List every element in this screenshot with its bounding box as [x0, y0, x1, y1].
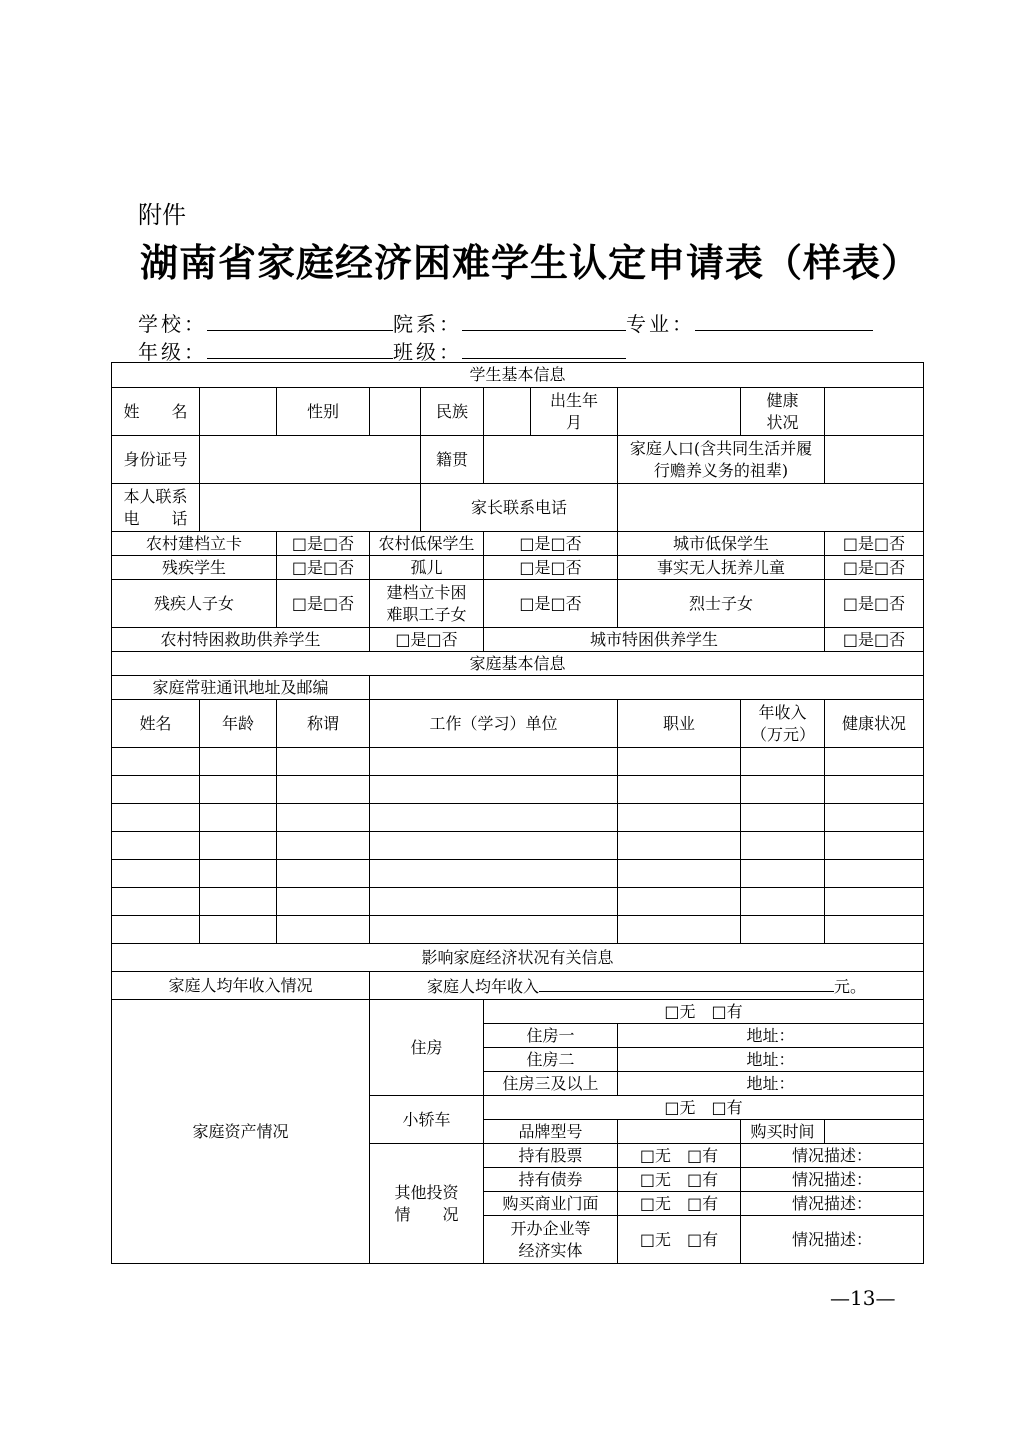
application-form-table — [111, 362, 924, 1264]
member-workplace-cell[interactable] — [370, 888, 618, 916]
health-label: 健康状况 — [741, 388, 825, 436]
house-3-address[interactable]: 地址： — [618, 1072, 924, 1096]
orphan-checkbox[interactable]: □是□否 — [484, 556, 618, 580]
house-2-label: 住房二 — [484, 1048, 618, 1072]
member-health-cell[interactable] — [825, 888, 924, 916]
id-number-label: 身份证号 — [112, 436, 200, 484]
other-investment-label: 其他投资情 况 — [370, 1144, 484, 1264]
orphan-label: 孤儿 — [370, 556, 484, 580]
major-field[interactable] — [695, 312, 873, 331]
school-field[interactable] — [207, 312, 393, 331]
birth-value[interactable] — [618, 388, 741, 436]
member-workplace-cell[interactable] — [370, 776, 618, 804]
household-size-value[interactable] — [825, 436, 924, 484]
parent-phone-label: 家长联系电话 — [421, 484, 618, 532]
member-occupation-cell[interactable] — [618, 748, 741, 776]
member-health-cell[interactable] — [825, 804, 924, 832]
housing-none-have[interactable]: □无 □有 — [484, 1000, 924, 1024]
member-occupation-cell[interactable] — [618, 804, 741, 832]
member-relation-cell[interactable] — [277, 888, 370, 916]
income-row — [370, 972, 924, 1000]
name-value[interactable] — [200, 388, 277, 436]
income-field[interactable] — [539, 974, 834, 992]
shop-label: 购买商业门面 — [484, 1192, 618, 1216]
ethnicity-label: 民族 — [421, 388, 484, 436]
member-name-cell[interactable] — [112, 748, 200, 776]
car-brand-label: 品牌型号 — [484, 1120, 618, 1144]
card-worker-child-checkbox[interactable]: □是□否 — [484, 580, 618, 628]
member-income-cell[interactable] — [741, 860, 825, 888]
health-value[interactable] — [825, 388, 924, 436]
family-member-row — [112, 832, 924, 860]
class-label: 班级： — [393, 340, 462, 364]
rural-card-label: 农村建档立卡 — [112, 532, 277, 556]
grade-field[interactable] — [207, 340, 393, 359]
attachment-label: 附件 — [138, 201, 186, 229]
contact-phone-label: 本人联系电 话 — [112, 484, 200, 532]
member-workplace-header: 工作（学习）单位 — [370, 700, 618, 748]
disabled-parent-label: 残疾人子女 — [112, 580, 277, 628]
enterprise-none-have[interactable]: □无 □有 — [618, 1216, 741, 1264]
purchase-time-value[interactable] — [825, 1120, 924, 1144]
birth-label: 出生年月 — [531, 388, 618, 436]
member-workplace-cell[interactable] — [370, 804, 618, 832]
rural-card-checkbox[interactable]: □是□否 — [277, 532, 370, 556]
member-age-cell[interactable] — [200, 888, 277, 916]
bonds-description[interactable]: 情况描述： — [741, 1168, 924, 1192]
unsupported-child-checkbox[interactable]: □是□否 — [825, 556, 924, 580]
member-workplace-cell[interactable] — [370, 916, 618, 944]
purchase-time-label: 购买时间 — [741, 1120, 825, 1144]
member-workplace-cell[interactable] — [370, 832, 618, 860]
assets-label: 家庭资产情况 — [112, 1000, 370, 1264]
income-suffix: 元。 — [834, 976, 867, 996]
income-label: 家庭人均年收入情况 — [112, 972, 370, 1000]
shop-description[interactable]: 情况描述： — [741, 1192, 924, 1216]
member-income-cell[interactable] — [741, 916, 825, 944]
member-age-cell[interactable] — [200, 832, 277, 860]
urban-low-checkbox[interactable]: □是□否 — [825, 532, 924, 556]
school-label: 学校： — [138, 312, 207, 336]
urban-low-label: 城市低保学生 — [618, 532, 825, 556]
house-2-address[interactable]: 地址： — [618, 1048, 924, 1072]
member-name-cell[interactable] — [112, 832, 200, 860]
major-label: 专业： — [626, 312, 695, 336]
house-1-label: 住房一 — [484, 1024, 618, 1048]
family-member-row — [112, 804, 924, 832]
house-3-label: 住房三及以上 — [484, 1072, 618, 1096]
member-age-header: 年龄 — [200, 700, 277, 748]
member-age-cell[interactable] — [200, 748, 277, 776]
member-age-cell[interactable] — [200, 804, 277, 832]
id-number-value[interactable] — [200, 436, 421, 484]
member-name-cell[interactable] — [112, 916, 200, 944]
gender-label: 性别 — [277, 388, 370, 436]
family-address-label: 家庭常驻通讯地址及邮编 — [112, 676, 370, 700]
member-health-cell[interactable] — [825, 916, 924, 944]
member-relation-cell[interactable] — [277, 804, 370, 832]
class-field[interactable] — [462, 340, 626, 359]
native-place-label: 籍贯 — [421, 436, 484, 484]
grade-info-row — [138, 336, 626, 365]
member-relation-cell[interactable] — [277, 916, 370, 944]
member-name-cell[interactable] — [112, 860, 200, 888]
family-member-row — [112, 888, 924, 916]
contact-phone-value[interactable] — [200, 484, 421, 532]
member-workplace-cell[interactable] — [370, 860, 618, 888]
section-family-basic: 家庭基本信息 — [112, 652, 924, 676]
bonds-label: 持有债券 — [484, 1168, 618, 1192]
bonds-none-have[interactable]: □无 □有 — [618, 1168, 741, 1192]
grade-label: 年级： — [138, 340, 207, 364]
rural-low-checkbox[interactable]: □是□否 — [484, 532, 618, 556]
parent-phone-value[interactable] — [618, 484, 924, 532]
disabled-student-label: 残疾学生 — [112, 556, 277, 580]
urban-special-support-label: 城市特困供养学生 — [484, 628, 825, 652]
martyr-child-label: 烈士子女 — [618, 580, 825, 628]
stocks-label: 持有股票 — [484, 1144, 618, 1168]
car-brand-value[interactable] — [618, 1120, 741, 1144]
stocks-none-have[interactable]: □无 □有 — [618, 1144, 741, 1168]
income-prefix: 家庭人均年收入 — [426, 976, 539, 996]
member-occupation-cell[interactable] — [618, 776, 741, 804]
urban-special-support-checkbox[interactable]: □是□否 — [825, 628, 924, 652]
member-occupation-cell[interactable] — [618, 916, 741, 944]
dept-label: 院系： — [393, 312, 462, 336]
member-relation-cell[interactable] — [277, 748, 370, 776]
house-1-address[interactable]: 地址： — [618, 1024, 924, 1048]
rural-special-support-label: 农村特困救助供养学生 — [112, 628, 370, 652]
member-name-cell[interactable] — [112, 888, 200, 916]
rural-special-support-checkbox[interactable]: □是□否 — [370, 628, 484, 652]
family-member-row — [112, 916, 924, 944]
member-age-cell[interactable] — [200, 776, 277, 804]
family-member-row — [112, 748, 924, 776]
housing-label: 住房 — [370, 1000, 484, 1096]
disabled-student-checkbox[interactable]: □是□否 — [277, 556, 370, 580]
member-income-cell[interactable] — [741, 804, 825, 832]
enterprise-description[interactable]: 情况描述： — [741, 1216, 924, 1264]
member-income-cell[interactable] — [741, 748, 825, 776]
member-occupation-cell[interactable] — [618, 888, 741, 916]
family-member-rows — [112, 748, 924, 944]
member-relation-header: 称谓 — [277, 700, 370, 748]
member-name-header: 姓名 — [112, 700, 200, 748]
school-info-row — [138, 308, 873, 337]
member-income-cell[interactable] — [741, 888, 825, 916]
rural-low-label: 农村低保学生 — [370, 532, 484, 556]
member-occupation-header: 职业 — [618, 700, 741, 748]
dept-field[interactable] — [462, 312, 626, 331]
martyr-child-checkbox[interactable]: □是□否 — [825, 580, 924, 628]
member-name-cell[interactable] — [112, 776, 200, 804]
member-income-cell[interactable] — [741, 776, 825, 804]
member-health-cell[interactable] — [825, 748, 924, 776]
gender-value[interactable] — [370, 388, 421, 436]
name-label: 姓 名 — [112, 388, 200, 436]
member-occupation-cell[interactable] — [618, 832, 741, 860]
page-number: —13— — [830, 1286, 896, 1310]
card-worker-child-label: 建档立卡困难职工子女 — [370, 580, 484, 628]
stocks-description[interactable]: 情况描述： — [741, 1144, 924, 1168]
section-economy: 影响家庭经济状况有关信息 — [112, 944, 924, 972]
member-income-header: 年收入（万元） — [741, 700, 825, 748]
member-income-cell[interactable] — [741, 832, 825, 860]
form-title: 湖南省家庭经济困难学生认定申请表（样表） — [140, 240, 921, 285]
family-member-row — [112, 776, 924, 804]
section-student-basic: 学生基本信息 — [112, 363, 924, 388]
car-none-have[interactable]: □无 □有 — [484, 1096, 924, 1120]
member-age-cell[interactable] — [200, 916, 277, 944]
disabled-parent-checkbox[interactable]: □是□否 — [277, 580, 370, 628]
member-relation-cell[interactable] — [277, 860, 370, 888]
enterprise-label: 开办企业等经济实体 — [484, 1216, 618, 1264]
member-workplace-cell[interactable] — [370, 748, 618, 776]
member-age-cell[interactable] — [200, 860, 277, 888]
unsupported-child-label: 事实无人抚养儿童 — [618, 556, 825, 580]
member-health-cell[interactable] — [825, 832, 924, 860]
ethnicity-value[interactable] — [484, 388, 531, 436]
member-health-header: 健康状况 — [825, 700, 924, 748]
native-place-value[interactable] — [484, 436, 618, 484]
member-name-cell[interactable] — [112, 804, 200, 832]
family-address-value[interactable] — [370, 676, 924, 700]
family-member-row — [112, 860, 924, 888]
member-health-cell[interactable] — [825, 776, 924, 804]
member-health-cell[interactable] — [825, 860, 924, 888]
member-relation-cell[interactable] — [277, 832, 370, 860]
member-occupation-cell[interactable] — [618, 860, 741, 888]
member-relation-cell[interactable] — [277, 776, 370, 804]
shop-none-have[interactable]: □无 □有 — [618, 1192, 741, 1216]
household-size-label: 家庭人口(含共同生活并履行赡养义务的祖辈) — [618, 436, 825, 484]
car-label: 小轿车 — [370, 1096, 484, 1144]
